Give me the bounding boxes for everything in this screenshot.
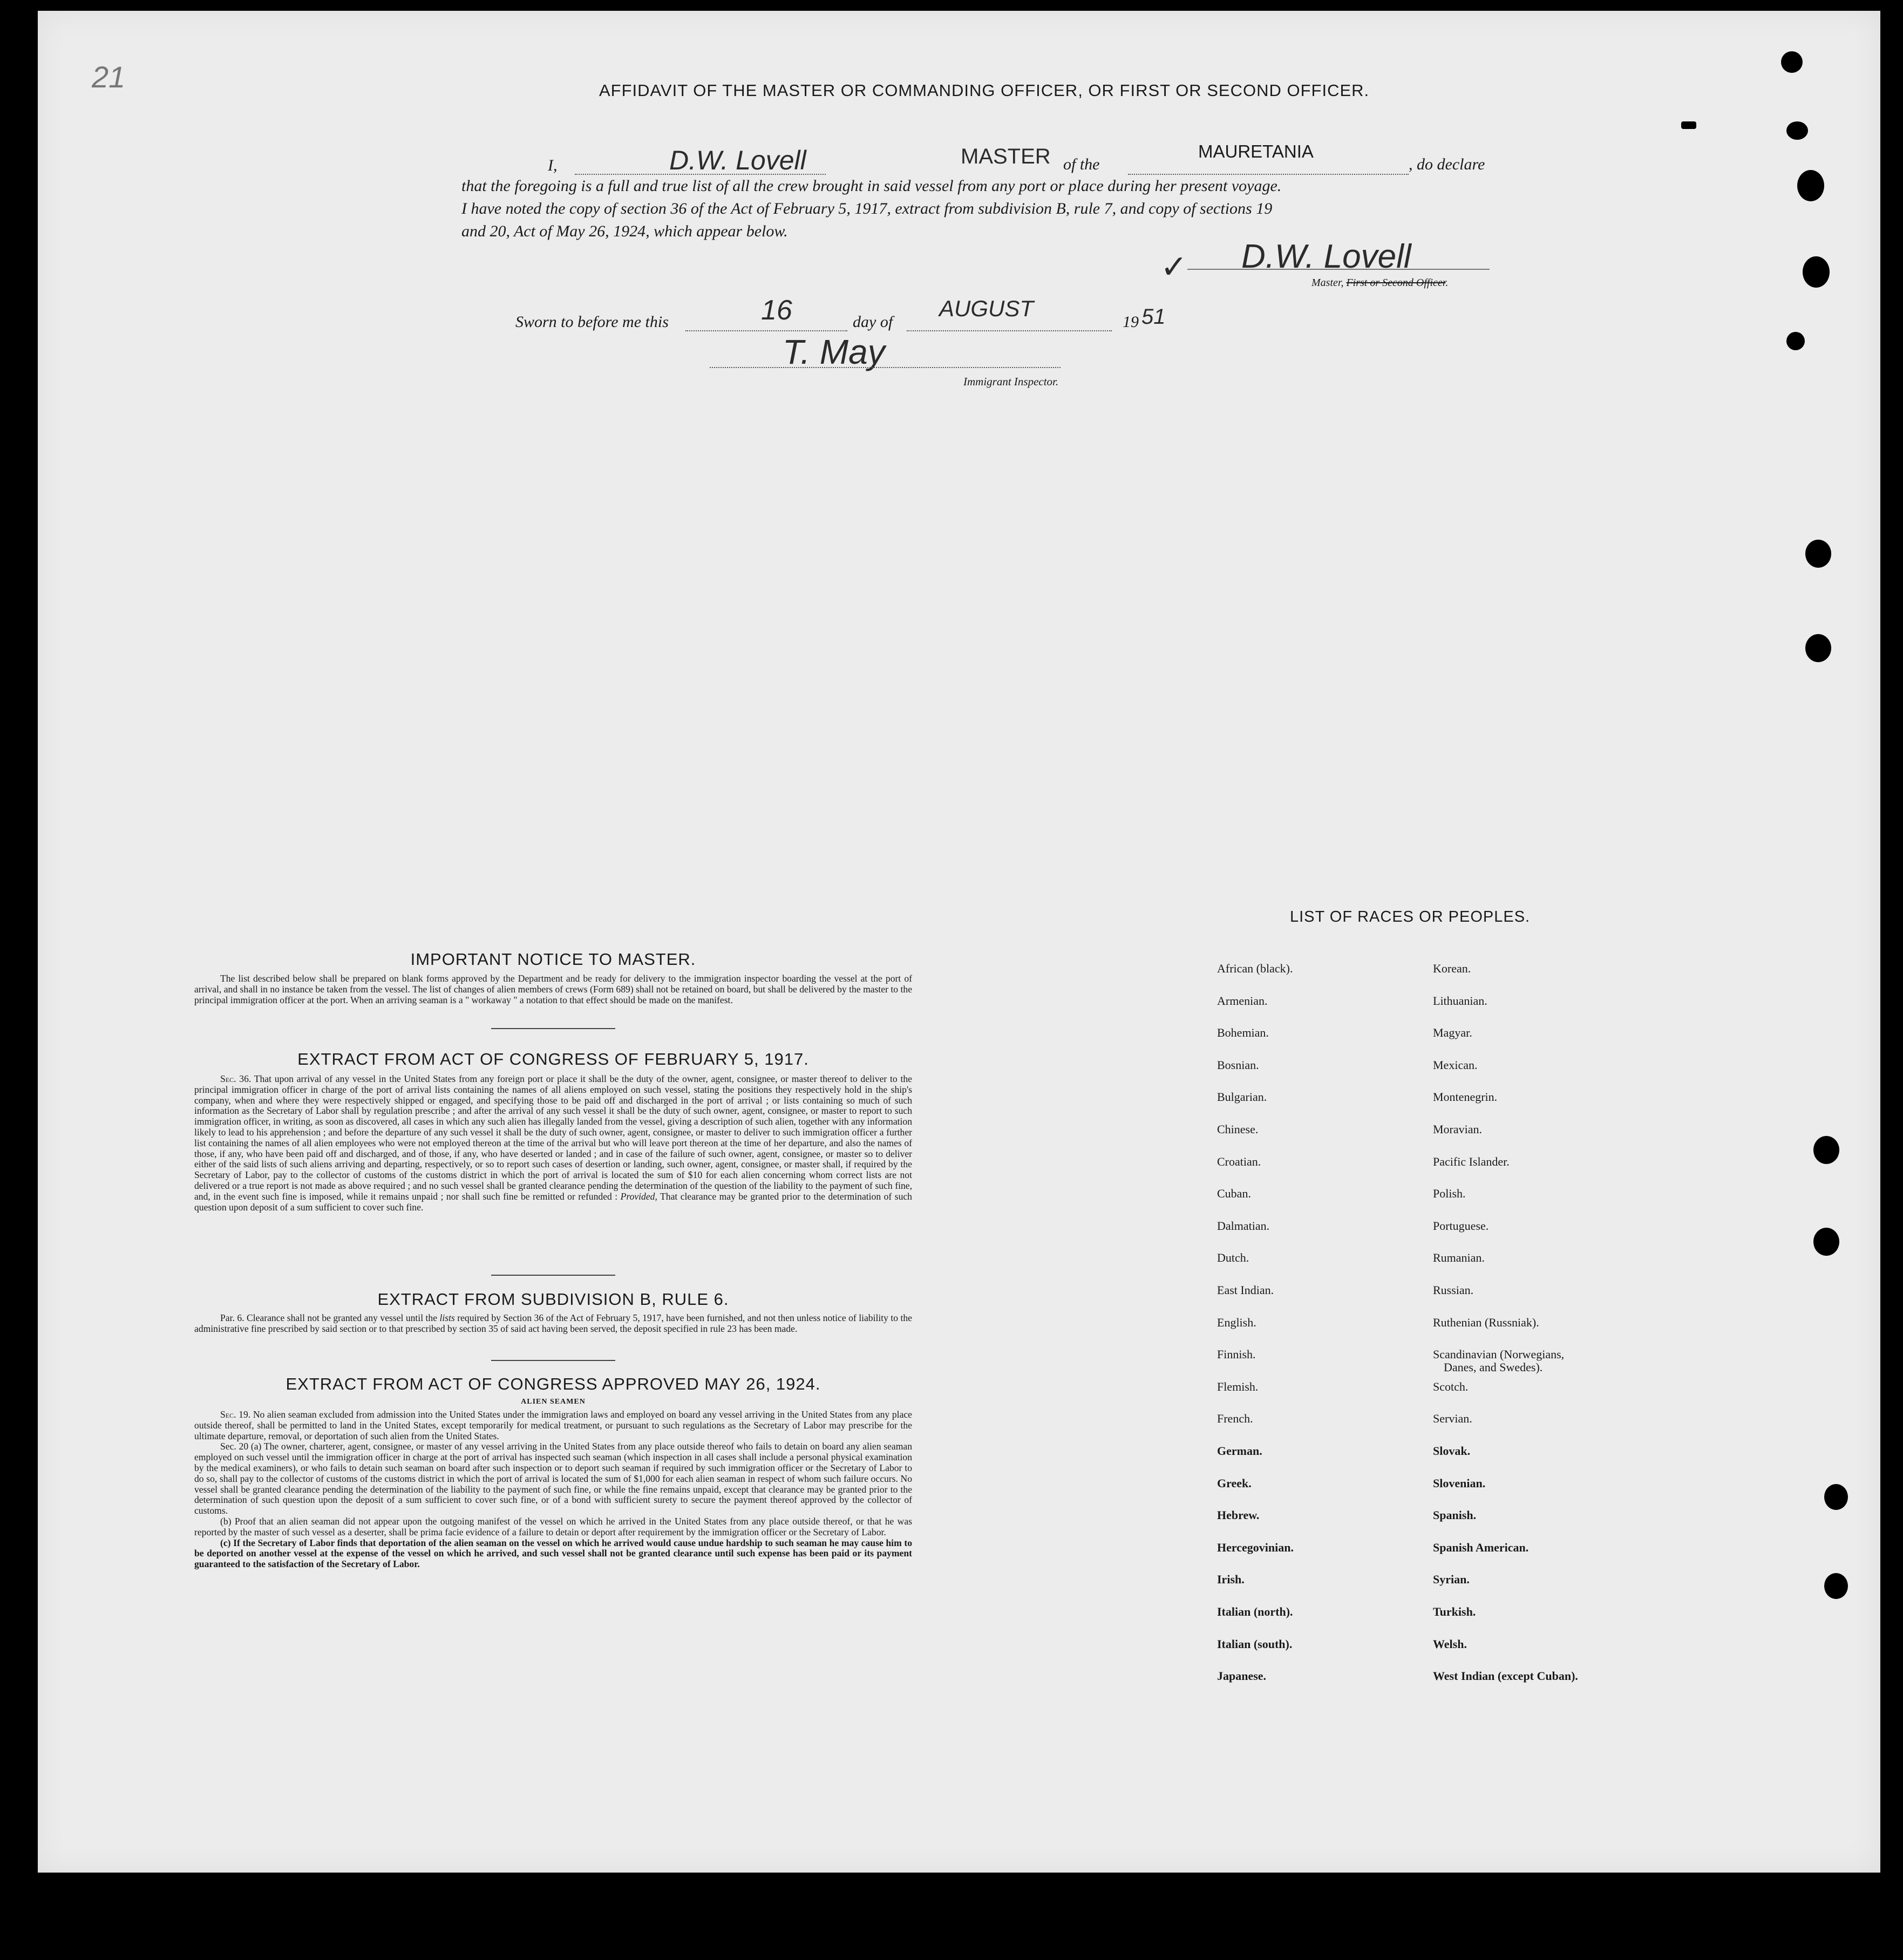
- race-left-item: English.: [1217, 1315, 1256, 1329]
- master-signature-lower: D.W. Lovell: [1241, 238, 1411, 275]
- sec-19-body: No alien seaman excluded from admission into the United States under the immigration laws and employed on board any vessel arriving in the United States from any place outside thereof, shall be permitted to land in the United States, except temporarily for medical treatment, or pursuant to such regulations as the Secretary of Labor may prescribe for the ultimate departure, removal, or deportation of such alien from the United States.: [194, 1409, 912, 1441]
- race-left-item: Italian (south).: [1217, 1637, 1293, 1651]
- binder-hole: [1805, 540, 1831, 568]
- of-the-label: of the: [1063, 155, 1100, 173]
- par-6-text: [194, 1313, 912, 1335]
- race-left-item: East Indian.: [1217, 1283, 1274, 1297]
- races-title: LIST OF RACES OR PEOPLES.: [1290, 908, 1531, 925]
- divider: [491, 1275, 615, 1276]
- binder-hole: [1813, 1228, 1839, 1256]
- inspector-caption: Immigrant Inspector.: [963, 375, 1059, 388]
- race-right-item: Turkish.: [1433, 1605, 1476, 1618]
- race-right-item: Mexican.: [1433, 1058, 1478, 1072]
- affidavit-line-4: and 20, Act of May 26, 1924, which appear below.: [461, 222, 788, 240]
- vessel-blank: [1128, 174, 1409, 175]
- race-left-item: Japanese.: [1217, 1669, 1267, 1683]
- race-right-item: Syrian.: [1433, 1573, 1470, 1587]
- month-blank: [907, 330, 1112, 331]
- race-left-item: French.: [1217, 1412, 1253, 1426]
- alien-seamen-subtitle: ALIEN SEAMEN: [521, 1398, 586, 1406]
- divider: [491, 1360, 615, 1361]
- extract-1917-body: [194, 1074, 912, 1213]
- par-6-lists: lists: [439, 1312, 455, 1323]
- race-right-item: Scandinavian (Norwegians,: [1433, 1348, 1565, 1362]
- binder-hole: [1803, 256, 1830, 288]
- race-right-item: Spanish.: [1433, 1508, 1477, 1522]
- par-6-label: Par. 6.: [220, 1312, 244, 1323]
- affidavit-title: AFFIDAVIT OF THE MASTER OR COMMANDING OFFICER, OR FIRST OR SECOND OFFICER.: [599, 81, 1370, 100]
- race-left-item: Irish.: [1217, 1573, 1245, 1587]
- day-of-label: day of: [853, 313, 893, 331]
- race-right-item: Spanish American.: [1433, 1540, 1529, 1554]
- margin-mark: 21: [92, 60, 126, 94]
- binder-hole: [1813, 1136, 1839, 1164]
- par-6-body-a: Clearance shall not be granted any vessel until the: [246, 1312, 440, 1323]
- race-left-item: Dalmatian.: [1217, 1219, 1270, 1233]
- caption-struck-officer: First or Second Officer: [1346, 277, 1446, 289]
- race-left-item: Armenian.: [1217, 993, 1268, 1008]
- race-left-item: Greek.: [1217, 1476, 1252, 1490]
- race-right-item: West Indian (except Cuban).: [1433, 1669, 1578, 1683]
- tab-mark: [1681, 121, 1696, 129]
- race-left-item: African (black).: [1217, 962, 1293, 975]
- day-blank: [685, 330, 847, 331]
- sec-20c-text: (c) If the Secretary of Labor finds that deportation of the alien seaman on the vessel on which he arrived would cause undue hardship to such seaman he may cause him to be deported on another vessel at the expense of the vessel on which he arrived, and such vessel shall not be granted clearance until such expense has been paid or its payment guaranteed to the satisfaction of the Secretary of Labor.: [194, 1537, 912, 1570]
- notice-title: IMPORTANT NOTICE TO MASTER.: [410, 950, 696, 969]
- race-left-item: Bohemian.: [1217, 1026, 1269, 1040]
- race-left-item: Cuban.: [1217, 1187, 1251, 1201]
- race-right-item: Welsh.: [1433, 1637, 1467, 1651]
- race-left-item: Croatian.: [1217, 1154, 1261, 1168]
- race-right-item: Slovak.: [1433, 1444, 1471, 1458]
- binder-hole: [1781, 51, 1803, 73]
- do-declare: , do declare: [1409, 155, 1485, 173]
- race-right-continuation: Danes, and Swedes).: [1444, 1360, 1543, 1374]
- race-right-item: Lithuanian.: [1433, 993, 1487, 1008]
- sec-20b-text: (b) Proof that an alien seaman did not appear upon the outgoing manifest of the vessel on which he arrived in the United States from any place outside thereof, or that he was reported by the master of such vessel as a deserter, shall be prima facie evidence of a failure to detain or deport after requirement by the immigration officer or the Secretary of Labor.: [194, 1515, 912, 1537]
- signature-blank: [1187, 269, 1490, 270]
- sec-36-text: [194, 1074, 912, 1213]
- sworn-label: Sworn to before me this: [515, 313, 669, 331]
- race-right-item: Portuguese.: [1433, 1219, 1489, 1233]
- race-right-item: Servian.: [1433, 1412, 1472, 1426]
- race-right-item: Ruthenian (Russniak).: [1433, 1315, 1539, 1329]
- binder-hole: [1805, 634, 1831, 662]
- affidavit-line-2: that the foregoing is a full and true list of all the crew brought in said vessel from any port or place during her present voyage.: [461, 177, 1282, 195]
- notice-body: [194, 974, 912, 1005]
- extract-rule6-title: EXTRACT FROM SUBDIVISION B, RULE 6.: [377, 1290, 729, 1309]
- race-left-item: Hebrew.: [1217, 1508, 1260, 1522]
- sworn-day: 16: [761, 295, 792, 326]
- document-page: [38, 11, 1880, 1873]
- race-left-item: Finnish.: [1217, 1348, 1256, 1362]
- master-signature: D.W. Lovell: [669, 145, 806, 175]
- race-right-item: Scotch.: [1433, 1379, 1469, 1393]
- sec-20a-text: Sec. 20 (a) The owner, charterer, agent, consignee, or master of any vessel arriving in the United States from any place outside thereof who fails to detain on board any alien seaman employed on such vessel until the immigration officer in charge at the port of arrival has inspected such seaman (which inspection in all cases shall include a personal physical examination by the medical examiners), or who fails to detain such seaman on board after such inspection or to deport such seaman if required by such immigration officer or the Secretary of Labor to do so, shall pay to the collector of customs of the customs district in which the port of arrival is located the sum of $1,000 for each alien seaman in respect of whom such failure occurs. No vessel shall be granted clearance pending the determination of the liability to the payment of such fine, or while the fine remains unpaid, except that clearance may be granted prior to the determination of such question upon the deposit of a sum sufficient to cover such fine, or of a bond with sufficient surety to secure the payment thereof approved by the collector of customs.: [194, 1441, 912, 1516]
- inspector-signature: T. May: [783, 332, 885, 371]
- race-right-item: Rumanian.: [1433, 1251, 1485, 1265]
- notice-text: The list described below shall be prepared on blank forms approved by the Department and be ready for delivery to the immigration inspector boarding the vessel at the port of arrival, and shall in no instance be taken from the vessel. The list of changes of alien members of crews (Form 689) shall not be retained on board, but shall be delivered by the master to the principal immigration officer at the port. When an arriving seaman is a " workaway " a notation to that effect should be made on the manifest.: [194, 973, 912, 1005]
- vessel-name: MAURETANIA: [1198, 141, 1314, 161]
- race-left-item: German.: [1217, 1444, 1262, 1458]
- race-right-item: Korean.: [1433, 962, 1471, 975]
- sworn-month: AUGUST: [939, 296, 1034, 321]
- race-right-item: Slovenian.: [1433, 1476, 1486, 1490]
- sec-19-text: [194, 1410, 912, 1441]
- binder-hole: [1824, 1573, 1848, 1599]
- inspector-blank: [710, 367, 1061, 368]
- extract-1917-title: EXTRACT FROM ACT OF CONGRESS OF FEBRUARY 5, 1917.: [297, 1050, 809, 1069]
- race-left-item: Chinese.: [1217, 1122, 1259, 1136]
- signature-caption: [1311, 277, 1448, 289]
- race-right-item: Moravian.: [1433, 1122, 1483, 1136]
- divider: [491, 1028, 615, 1029]
- race-left-item: Bulgarian.: [1217, 1090, 1267, 1104]
- page-shading: [38, 11, 1880, 1873]
- race-left-item: Hercegovinian.: [1217, 1540, 1294, 1554]
- race-right-item: Pacific Islander.: [1433, 1154, 1510, 1168]
- affidavit-i: I,: [548, 156, 558, 174]
- race-left-item: Italian (north).: [1217, 1605, 1293, 1618]
- master-rank: MASTER: [961, 145, 1051, 168]
- binder-hole: [1786, 332, 1805, 350]
- year-handwritten: 51: [1141, 305, 1166, 329]
- caption-master: Master,: [1311, 277, 1347, 289]
- binder-hole: [1824, 1484, 1848, 1510]
- extract-1924-body: [194, 1410, 912, 1570]
- binder-hole: [1797, 170, 1824, 201]
- par-6-body-b: required by Section 36 of the Act of February 5, 1917, have been furnished, and not then unless notice of liability to the administrative fine prescribed by said section or to that prescribed by section 35 of said act having been served, the deposit specified in rule 23 has been made.: [194, 1312, 912, 1334]
- sec-36-body-a: That upon arrival of any vessel in the United States from any foreign port or place it shall be the duty of the owner, agent, consignee, or master thereof to deliver to the principal immigration officer in charge of the port of arrival lists containing the names of all aliens employed on such vessel, stating the positions they respectively hold in the ship's company, when and where they were respectively shipped or engaged, and specifying those to be paid off and discharged in the port of arrival ; or lists containing so much of such information as the Secretary of Labor shall by regulation prescribe ; and after the arrival of any such vessel it shall be the duty of such owner, agent, consignee, or master to report to such immigration officer, in writing, as soon as discovered, all cases in which any such alien has illegally landed from the vessel, giving a description of such alien, together with any information likely to lead to his apprehension ; and before the departure of any such vessel it shall be the duty of such owner, agent, consignee, or master to deliver to such immigration officer a further list containing the names of all alien employees who were not employed thereon at the time of the arrival but who will leave port thereon at the time of her departure, and also the names of those, if any, who have been paid off and discharged, and of those, if any, who have deserted or landed ; and in case of the failure of such owner, agent, consignee, or master so to deliver either of the said lists of such aliens arriving and departing, respectively, or so to report such cases of desertion or landing, such owner, agent, consignee, or master shall, if required by the Secretary of Labor, pay to the collector of customs of the customs district in which the port of arrival is located the sum of $10 for each alien concerning whom correct lists are not delivered or a true report is not made as above required ; and no such vessel shall be granted clearance pending the determination of the question of the liability to the payment of such fine, and, in the event such fine is imposed, while it remains unpaid ; nor shall such fine be remitted or refunded :: [194, 1073, 912, 1202]
- sec-36-provided: Provided,: [620, 1190, 657, 1202]
- caption-period: .: [1445, 277, 1449, 289]
- race-right-item: Polish.: [1433, 1187, 1466, 1201]
- affidavit-line-3: I have noted the copy of section 36 of the Act of February 5, 1917, extract from subdivision B, rule 7, and copy of sections 19: [461, 200, 1273, 217]
- extract-1924-title: EXTRACT FROM ACT OF CONGRESS APPROVED MAY 26, 1924.: [286, 1374, 821, 1393]
- race-left-item: Flemish.: [1217, 1379, 1259, 1393]
- race-right-item: Russian.: [1433, 1283, 1474, 1297]
- extract-rule6-body: [194, 1313, 912, 1335]
- sec-19-label: Sec. 19.: [220, 1409, 251, 1420]
- race-left-item: Dutch.: [1217, 1251, 1249, 1265]
- sec-36-body-b: That clearance may be granted prior to the determination of such question upon deposit of a sum sufficient to cover such fine.: [194, 1190, 912, 1213]
- year-printed: 19: [1123, 313, 1139, 331]
- race-left-item: Bosnian.: [1217, 1058, 1259, 1072]
- race-right-item: Magyar.: [1433, 1026, 1472, 1040]
- race-right-item: Montenegrin.: [1433, 1090, 1498, 1104]
- sec-36-label: Sec. 36.: [220, 1073, 252, 1084]
- signature-check-mark: ✓: [1160, 249, 1188, 285]
- binder-hole: [1786, 121, 1808, 140]
